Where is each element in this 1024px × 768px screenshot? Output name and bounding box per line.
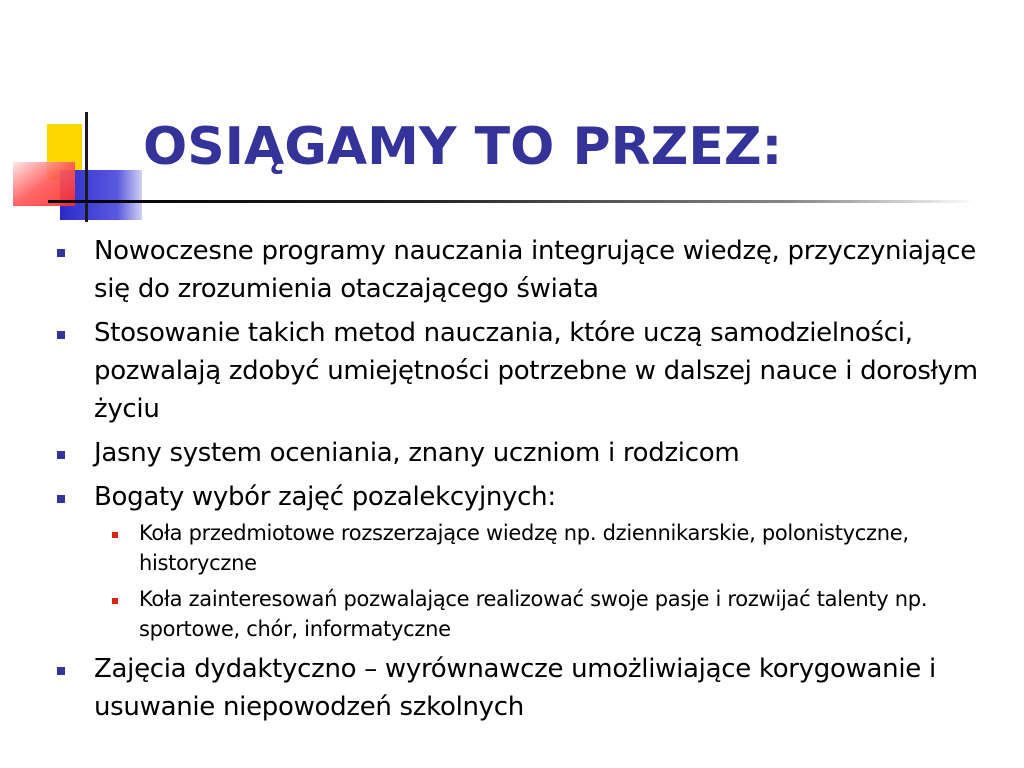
square-sub-bullet-icon — [112, 532, 118, 538]
list-item-text: Jasny system oceniania, znany uczniom i rodzicom — [94, 438, 740, 468]
square-bullet-icon — [57, 495, 65, 503]
title-underline — [48, 200, 978, 203]
list-item — [0, 314, 1024, 428]
bullet-list — [0, 232, 1024, 726]
sub-list-item — [0, 584, 984, 644]
list-item — [0, 650, 1024, 726]
slide-title: OSIĄGAMY TO PRZEZ: — [143, 117, 783, 177]
sub-list-item-text: Koła zainteresowań pozwalające realizować swoje pasje i rozwijać talenty np. sportowe, chór, informatyczne — [139, 587, 928, 641]
slide-content — [0, 232, 1024, 732]
sub-list-item-text: Koła przedmiotowe rozszerzające wiedzę np. dziennikarskie, polonistyczne, historyczne — [139, 521, 909, 575]
vertical-line — [85, 112, 88, 222]
square-bullet-icon — [57, 331, 65, 339]
square-bullet-icon — [57, 667, 65, 675]
list-item-text: Stosowanie takich metod nauczania, które uczą samodzielności, pozwalają zdobyć umiejętności potrzebne w dalszej nauce i dorosłym życiu — [94, 318, 978, 424]
list-item — [0, 478, 1024, 644]
decorative-squares-graphic — [0, 0, 150, 230]
sub-list-item — [0, 518, 984, 578]
list-item-text: Nowoczesne programy nauczania integrujące wiedzę, przyczyniające się do zrozumienia otaczającego świata — [94, 236, 976, 304]
list-item-text: Bogaty wybór zajęć pozalekcyjnych: — [94, 482, 556, 512]
square-bullet-icon — [57, 249, 65, 257]
list-item — [0, 232, 1024, 308]
list-item-text: Zajęcia dydaktyczno – wyrównawcze umożliwiające korygowanie i usuwanie niepowodzeń szkolnych — [94, 654, 936, 722]
square-bullet-icon — [57, 451, 65, 459]
sub-bullet-list — [0, 518, 984, 644]
square-sub-bullet-icon — [112, 598, 118, 604]
list-item — [0, 434, 1024, 472]
